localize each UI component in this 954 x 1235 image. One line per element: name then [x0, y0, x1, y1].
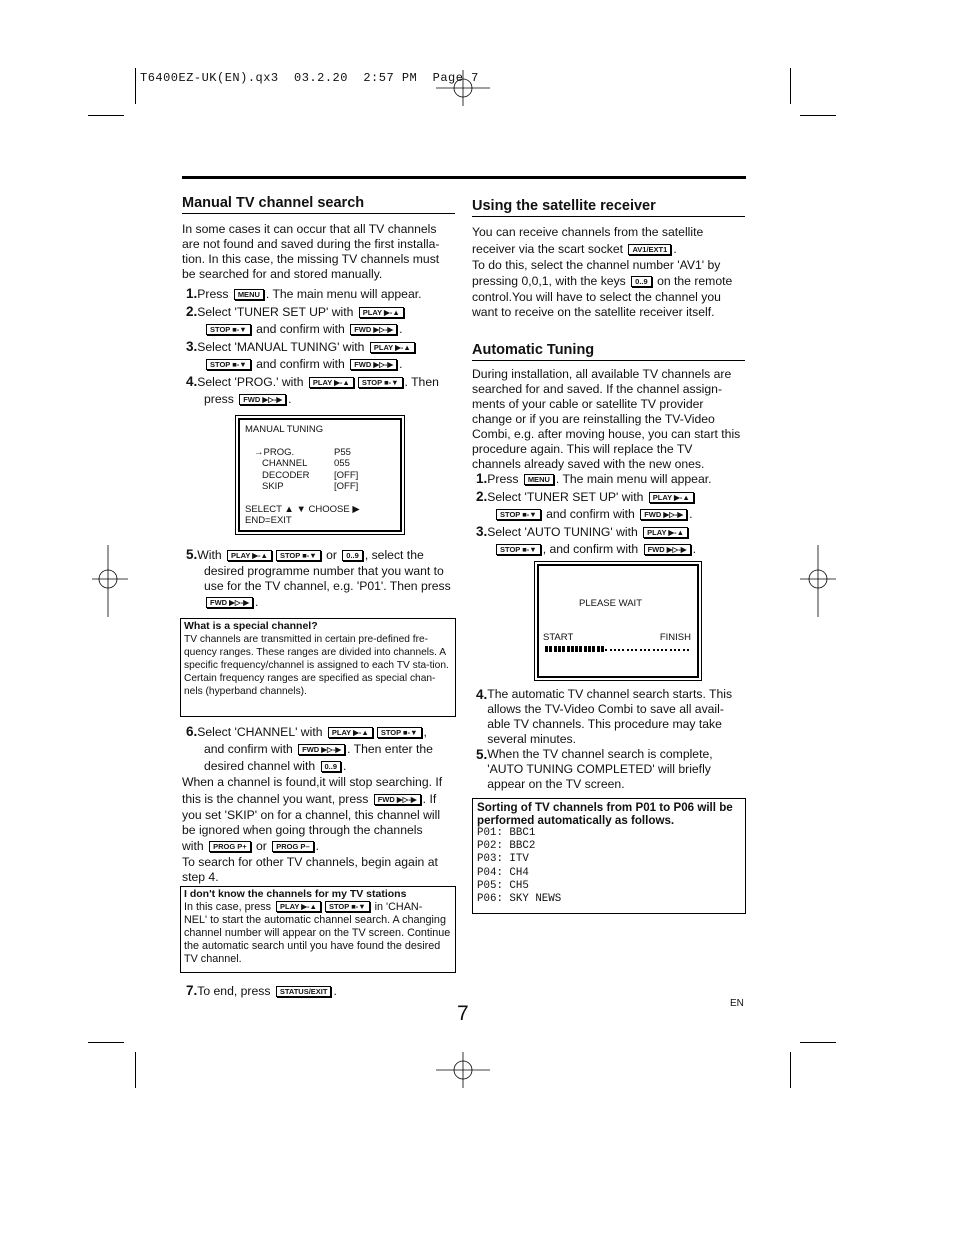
progress-segment-empty [635, 649, 637, 651]
fwd-key: FWD ▶▷-▶ [350, 324, 397, 335]
progress-segment-empty [674, 649, 676, 651]
progress-segment-filled [562, 646, 565, 652]
menu-key: MENU [234, 289, 264, 300]
manual-search-title: Manual TV channel search [182, 195, 455, 214]
page-number: 7 [457, 1002, 469, 1025]
progress-segment-filled [571, 646, 574, 652]
crop-mark [135, 1052, 136, 1088]
registration-mark-icon [436, 1052, 490, 1088]
number-key: 0..9 [631, 276, 652, 287]
auto-tuning-title: Automatic Tuning [472, 342, 745, 361]
satellite-title: Using the satellite receiver [472, 198, 745, 217]
progress-segment-empty [653, 649, 655, 651]
screen-row-value: [OFF] [334, 481, 359, 492]
progress-segment-empty [622, 649, 624, 651]
sorting-box: Sorting of TV channels from P01 to P06 will be performed automatically as follows. P01: BBC1 P02: BBC2 P03: ITV P04: CH4 P05: CH5 P06: SKY NEWS [472, 798, 746, 914]
menu-key: MENU [524, 474, 554, 485]
manual-notes: When a channel is found,it will stop searching. If this is the channel you want, press FWD ▶▷-▶ . If you set 'SKIP' on for a channel, this channel will be ignored when going through the channels with PROG P+ or PROG P– . To search for other TV channels, begin again at step 4. [182, 775, 443, 884]
manual-steps-1-4: 1.Press MENU . The main menu will appear. 2.Select 'TUNER SET UP' with PLAY ▶-▲ STOP ■-▼ and confirm with FWD ▶▷-▶ . 3.Select 'MANUAL TUNING' with PLAY ▶-▲ STOP ■-▼ and confirm with FWD ▶▷-▶ . 4.Select 'PROG.' with PLAY ▶-▲ STOP ■-▼ . Then press FWD ▶▷-▶ . [186, 286, 439, 406]
play-key: PLAY ▶-▲ [227, 550, 272, 561]
progress-segment-filled [584, 646, 587, 652]
manual-step-5: 5.With PLAY ▶-▲ STOP ■-▼ or 0..9 , select the desired programme number that you want to use for the TV channel, e.g. 'P01'. Then press FWD ▶▷-▶ . [186, 547, 451, 609]
progress-segment-filled [575, 646, 578, 652]
screen-row-value: [OFF] [334, 470, 359, 481]
av1-ext1-key: AV1/EXT1 [628, 244, 671, 255]
crop-mark [790, 68, 791, 104]
progress-segment-filled [597, 646, 600, 652]
progress-segment-empty [683, 649, 685, 651]
sorting-row: P01: BBC1 [477, 827, 536, 839]
crop-mark [88, 115, 124, 116]
registration-mark-icon [436, 70, 490, 106]
status-exit-key: STATUS/EXIT [276, 986, 332, 997]
progress-segment-empty [665, 649, 667, 651]
crop-mark [800, 1042, 836, 1043]
fwd-key: FWD ▶▷-▶ [350, 359, 397, 370]
stop-key: STOP ■-▼ [358, 377, 403, 388]
screen-row: →PROG. [254, 447, 295, 458]
progress-segment-empty [614, 649, 616, 651]
progress-segment-empty [631, 649, 633, 651]
progress-segment-filled [601, 646, 604, 652]
language-code: EN [730, 998, 744, 1009]
sorting-row: P05: CH5 [477, 879, 529, 892]
prog-minus-key: PROG P– [272, 841, 313, 852]
progress-segment-filled [592, 646, 595, 652]
play-key: PLAY ▶-▲ [649, 492, 694, 503]
print-header: T6400EZ-UK(EN).qx3 03.2.20 2:57 PM Page 7 [140, 71, 479, 85]
manual-tuning-screen: MANUAL TUNING →PROG. P55 CHANNEL 055 DECODER [OFF] SKIP [OFF] SELECT ▲ ▼ CHOOSE ▶ END=EXIT [238, 418, 402, 532]
screen-row-value: 055 [334, 458, 350, 469]
progress-segment-filled [558, 646, 561, 652]
auto-steps-4-5: 4. The automatic TV channel search starts. This allows the TV-Video Combi to save all avail-able TV channels. This procedure may take several minutes. 5. When the TV channel search is complete, 'AUTO TUNING COMPLETED' will briefly appear on the TV screen. [476, 687, 733, 791]
progress-segment-empty [610, 649, 612, 651]
fwd-key: FWD ▶▷-▶ [640, 509, 687, 520]
progress-segment-empty [657, 649, 659, 651]
auto-tuning-screen: PLEASE WAIT START FINISH [537, 564, 699, 678]
satellite-text: You can receive channels from the satellite receiver via the scart socket AV1/EXT1 . To do this, select the channel number 'AV1' by pressing 0,0,1, with the keys 0..9 on the remote control.You will have to select the channel you want to receive on the satellite receiver itself. [472, 225, 733, 319]
progress-segment-filled [554, 646, 557, 652]
play-key: PLAY ▶-▲ [359, 307, 404, 318]
auto-tuning-intro: During installation, all available TV channels are searched for and saved. If the channel assign-ments of your cable or satellite TV provider change or if you are reinstalling the TV-Video Combi, e.g. after moving house, you can start this procedure again. This will replace the TV channels already saved with the new ones. [472, 367, 741, 471]
progress-segment-empty [678, 649, 680, 651]
fwd-key: FWD ▶▷-▶ [239, 394, 286, 405]
stop-key: STOP ■-▼ [276, 550, 321, 561]
stop-key: STOP ■-▼ [496, 509, 541, 520]
sorting-row: P06: SKY NEWS [477, 893, 562, 906]
registration-mark-icon [800, 545, 836, 617]
stop-key: STOP ■-▼ [206, 324, 251, 335]
screen-row-value: P55 [334, 447, 351, 458]
stop-key: STOP ■-▼ [206, 359, 251, 370]
fwd-key: FWD ▶▷-▶ [206, 597, 253, 608]
manual-step-6: 6.Select 'CHANNEL' with PLAY ▶-▲ STOP ■-▼ , and confirm with FWD ▶▷-▶ . Then enter the desired channel with 0..9 . [186, 724, 433, 773]
progress-segment-empty [605, 649, 607, 651]
screen-row: DECODER [262, 470, 310, 481]
play-key: PLAY ▶-▲ [370, 342, 415, 353]
progress-segment-empty [618, 649, 620, 651]
play-key: PLAY ▶-▲ [328, 727, 373, 738]
progress-segment-empty [687, 649, 689, 651]
manual-step-7: 7.To end, press STATUS/EXIT . [186, 983, 337, 998]
unknown-channels-box: I don't know the channels for my TV stations In this case, press PLAY ▶-▲ STOP ■-▼ in 'CHAN- NEL' to start the automatic channel search. A changing channel number will appear on the TV screen. Continue the automatic search until you have found the desired TV channel. [180, 886, 456, 973]
progress-segment-empty [644, 649, 646, 651]
progress-segment-empty [670, 649, 672, 651]
progress-bar [545, 646, 691, 652]
number-key: 0..9 [321, 761, 342, 772]
play-key: PLAY ▶-▲ [309, 377, 354, 388]
progress-segment-empty [661, 649, 663, 651]
sorting-row: P04: CH4 [477, 866, 529, 879]
screen-row: CHANNEL [262, 458, 308, 469]
play-key: PLAY ▶-▲ [276, 901, 321, 912]
screen-row: SKIP [262, 481, 284, 492]
stop-key: STOP ■-▼ [496, 544, 541, 555]
progress-segment-empty [627, 649, 629, 651]
auto-steps-1-3: 1.Press MENU . The main menu will appear. 2.Select 'TUNER SET UP' with PLAY ▶-▲ STOP ■-▼ and confirm with FWD ▶▷-▶ . 3.Select 'AUTO TUNING' with PLAY ▶-▲ STOP ■-▼ , and confirm with FWD ▶▷-▶ . [476, 471, 712, 556]
crop-mark [88, 1042, 124, 1043]
number-key: 0..9 [342, 550, 363, 561]
special-channel-box: What is a special channel? TV channels are transmitted in certain pre-defined fre-quency ranges. These ranges are divided into channels. A specific frequency/channel is assigned to each TV sta-tion. Certain frequency ranges are specified as special chan-nels (hyperband channels). [180, 618, 456, 717]
sorting-row: P03: ITV [477, 853, 529, 866]
progress-segment-empty [648, 649, 650, 651]
crop-mark [800, 115, 836, 116]
progress-segment-filled [545, 646, 548, 652]
progress-segment-empty [640, 649, 642, 651]
top-rule [182, 176, 746, 179]
fwd-key: FWD ▶▷-▶ [374, 794, 421, 805]
prog-plus-key: PROG P+ [209, 841, 251, 852]
progress-segment-filled [588, 646, 591, 652]
stop-key: STOP ■-▼ [325, 901, 370, 912]
progress-segment-filled [549, 646, 552, 652]
manual-search-intro: In some cases it can occur that all TV channels are not found and saved during the first installa-tion. In this case, the missing TV channels must be searched for and stored manually. [182, 222, 440, 281]
progress-segment-filled [567, 646, 570, 652]
fwd-key: FWD ▶▷-▶ [644, 544, 691, 555]
sorting-row: P02: BBC2 [477, 840, 536, 853]
stop-key: STOP ■-▼ [377, 727, 422, 738]
play-key: PLAY ▶-▲ [643, 527, 688, 538]
fwd-key: FWD ▶▷-▶ [298, 744, 345, 755]
registration-mark-icon [92, 545, 128, 617]
progress-segment-filled [579, 646, 582, 652]
crop-mark [135, 68, 136, 104]
crop-mark [790, 1052, 791, 1088]
